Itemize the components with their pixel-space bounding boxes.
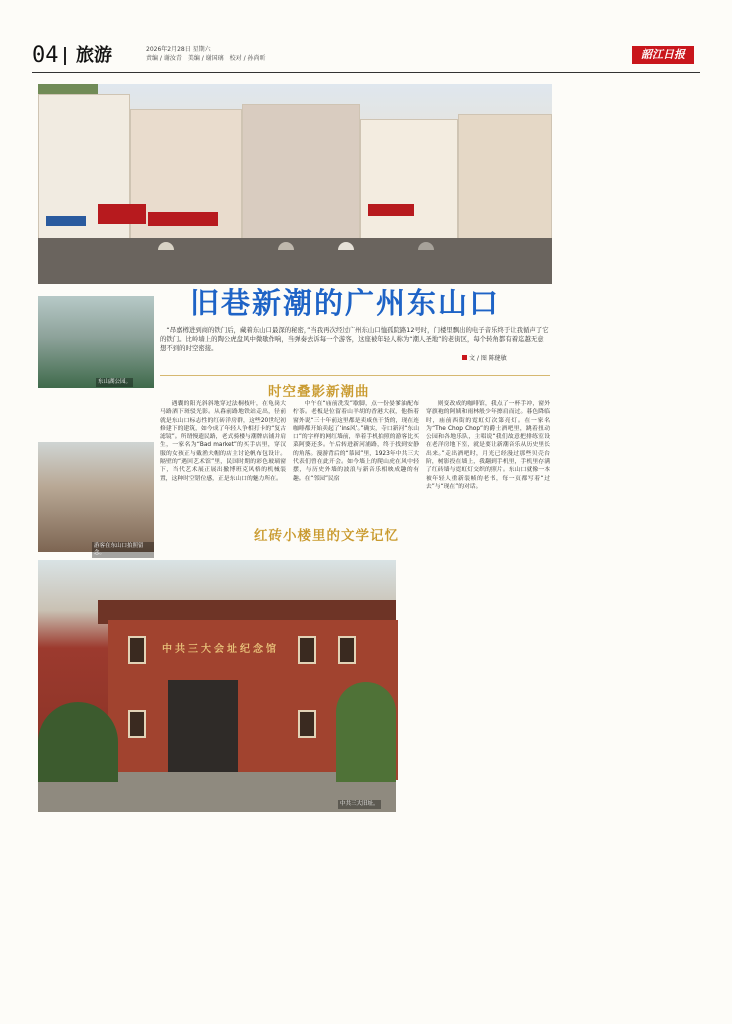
shrub	[38, 702, 118, 782]
header-rule	[32, 72, 700, 73]
section-rule	[160, 375, 550, 376]
header-meta	[146, 45, 266, 63]
shop-sign	[368, 204, 414, 216]
shop-sign	[98, 204, 146, 224]
gate	[168, 680, 238, 780]
shop-sign	[46, 216, 86, 226]
section-title: 时空叠影新潮曲	[268, 384, 370, 400]
byline	[462, 353, 507, 362]
section-title: 红砖小楼里的文学记忆	[254, 528, 399, 544]
memorial-photo	[38, 560, 396, 812]
page-number: 04	[32, 43, 59, 68]
window	[128, 636, 146, 664]
paragraph: 遇囊的阳光斜斜地穿过法桐枝叶，在龟岗大马路洒下斑驳光影。从暮前路地铁站走出，径前就是东山口标志性的红砖洋房群，这些20世纪初修建下的建筑，如今成了年轻人争相打卡的“复古滤镜”。所谓慢遗民路，老式骑楼与潮牌店铺并肩生，一家名为“Bad market”的买手店里，穿汉服的女孩正与戴渔夫帽的店主讨论帆布包设计。隔壁的“遇回艺术馆”里，民国时期的彩色玻璃窗下，当代艺术展正展出撤博班克风格的机械装置，这种时空错位感，正是东山口的魅力所在。	[160, 401, 286, 482]
main-title: 旧巷新潮的广州东山口	[190, 286, 501, 320]
article-column	[426, 400, 550, 516]
lake-caption: 东山湖公园。	[98, 379, 132, 385]
section-name: 旅游	[76, 45, 112, 66]
street-photo	[38, 442, 154, 556]
article-column	[293, 400, 419, 516]
window	[298, 636, 316, 664]
paragraph: 则变改成的咖啡馆，我点了一杯手冲，窗外穿旗袍的阿姨和雨林般少年擦肩而过。暮色降临时，庙前西街的霓虹灯次第亮灯。在一家名为“The Chop Chop”的爵士酒吧里，跳着扭动公园和各地乐队，主唱说“我们故意把排练室设在老洋房地下室，就是要让新潮音乐从历史里长出来。”走出酒吧时，月光已经漫过那些贝壳台阶，树影投在墙上，我翻到手机里，手机里存满了红砖墙与霓虹灯交织的照片。东山口就像一本被年轻人重新装帧的老书，每一页都写着“过去”与“现在”的对话。	[426, 401, 550, 490]
paragraph: 中午在“庙前洗发”歇脚，点一份晏爹油配布柠茶。老板是位留着山羊胡的香港大叔，他指着窗外说“三十年前这里都是卖咸鱼干货的，现在连咖啡都开始卖起了‘ins风’。”确实，寺口新河“东山口”的字样的网红墙前，举着手机拍照的游客比买菜阿婆还多。午后转进新河浦路，终于找到安静的角落。漫游背后的“慕园”里，1923年中共三大代表们曾在此开会。如今墙上的爬山虎在风中轻摆，与历史外墙的波浪与新音乐相映成趣的有趣。在“邻园”民宿	[293, 401, 419, 482]
lake-photo	[38, 296, 154, 388]
lead-paragraph: “昂嘉樽进到商的铁门后，藏着东山口最深的秘密，”当我再次经过广州东山口恤孤院路12号时，门楼里飘出的电子音乐终于让我循声了它的铁门。比岭墙上的陶公虎盘风中微歇作响，当弹奏去诉每一个游客，这座被年轻人称为“潮人圣地”的老街区，每个转角都有着迄越无意想不到的时空密接。	[160, 326, 549, 352]
window	[128, 710, 146, 738]
page-header	[32, 44, 700, 70]
editors-line: 责编 / 谢汝青 美编 / 谢国璃 校对 / 孙尚昕	[146, 55, 266, 62]
shop-sign	[148, 212, 218, 226]
window	[338, 636, 356, 664]
byline-text: 文 / 图 陈健敏	[469, 355, 507, 362]
article-column	[160, 544, 286, 558]
hero-photo	[38, 84, 552, 284]
window	[298, 710, 316, 738]
shrub	[336, 682, 396, 782]
date-line: 2026年2月28日 星期六	[146, 46, 211, 53]
paper-logo: 韶江日报	[632, 46, 694, 64]
memorial-sign: 中共三大会址纪念馆	[162, 644, 279, 655]
street	[38, 238, 552, 284]
article-column	[160, 400, 286, 516]
header-divider	[64, 47, 66, 65]
byline-marker	[462, 355, 467, 360]
street-caption: 游客在东山口拍照留念。	[92, 542, 154, 558]
memorial-caption: 中共三大旧址。	[340, 801, 379, 807]
